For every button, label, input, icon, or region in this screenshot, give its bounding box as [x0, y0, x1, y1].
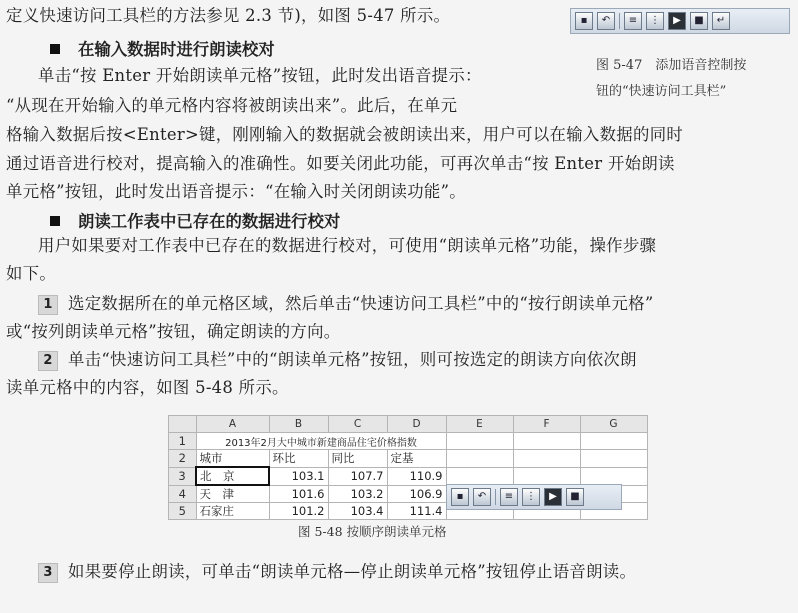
empty-cell	[580, 450, 647, 468]
empty-cell	[513, 433, 580, 450]
paragraph-line: 读单元格中的内容，如图 5-48 所示。	[6, 378, 289, 397]
paragraph-line: “从现在开始输入的单元格内容将被朗读出来”。此后，在单元	[6, 96, 458, 115]
section-heading: 朗读工作表中已存在的数据进行校对	[50, 208, 340, 232]
data-cell: 106.9	[387, 485, 446, 503]
read-columns-icon: ⋮	[646, 12, 664, 30]
column-header: B	[269, 416, 328, 433]
paragraph-line: 或“按列朗读单元格”按钮，确定朗读的方向。	[6, 322, 341, 341]
header-cell: 环比	[269, 450, 328, 468]
step-number-badge: 1	[38, 295, 58, 315]
figure-caption-548: 图 5-48 按顺序朗读单元格	[298, 524, 447, 539]
empty-cell	[580, 467, 647, 485]
paragraph-line: 定义快速访问工具栏的方法参见 2.3 节)，如图 5-47 所示。	[6, 6, 451, 25]
paragraph-line: 单击“按 Enter 开始朗读单元格”按钮，此时发出语音提示：	[38, 66, 482, 85]
toolbar-separator	[619, 13, 620, 29]
column-header: D	[387, 416, 446, 433]
read-rows-icon: ≡	[624, 12, 642, 30]
read-columns-icon: ⋮	[522, 488, 540, 506]
active-cell: 北 京	[196, 467, 269, 485]
step-text: 选定数据所在的单元格区域，然后单击“快速访问工具栏”中的“按行朗读单元格”	[68, 294, 654, 313]
quick-access-toolbar-fig547	[570, 8, 790, 34]
row-number: 1	[169, 433, 197, 450]
empty-cell	[513, 450, 580, 468]
empty-cell	[580, 433, 647, 450]
step-text: 如果要停止朗读，可单击“朗读单元格—停止朗读单元格”按钮停止语音朗读。	[68, 562, 637, 581]
speak-on-enter-icon: ↵	[712, 12, 730, 30]
data-cell: 101.2	[269, 503, 328, 520]
column-header: E	[446, 416, 513, 433]
row-number: 4	[169, 485, 197, 503]
data-cell: 石家庄	[196, 503, 269, 520]
paragraph-line: 如下。	[6, 264, 57, 283]
step-number-badge: 3	[38, 563, 58, 583]
data-cell: 110.9	[387, 467, 446, 485]
figure-caption-547-b: 钮的“快速访问工具栏”	[596, 84, 727, 99]
row-number: 5	[169, 503, 197, 520]
undo-icon: ↶	[473, 488, 491, 506]
column-header: F	[513, 416, 580, 433]
paragraph-line: 通过语音进行校对，提高输入的准确性。如要关闭此功能，可再次单击“按 Enter 开始朗读	[6, 154, 675, 173]
undo-icon: ↶	[597, 12, 615, 30]
step-3	[38, 562, 636, 583]
data-cell: 101.6	[269, 485, 328, 503]
step-2	[38, 350, 637, 371]
data-cell: 天 津	[196, 485, 269, 503]
stop-speaking-icon: ■	[566, 488, 584, 506]
save-icon: ▪	[451, 488, 469, 506]
header-cell: 同比	[328, 450, 387, 468]
toolbar-separator	[495, 489, 496, 505]
bullet-square-icon	[50, 44, 60, 54]
step-text: 单击“快速访问工具栏”中的“朗读单元格”按钮，则可按选定的朗读方向依次朗	[68, 350, 637, 369]
section-heading: 在输入数据时进行朗读校对	[50, 36, 275, 60]
data-cell: 103.2	[328, 485, 387, 503]
header-cell: 城市	[196, 450, 269, 468]
paragraph-line: 用户如果要对工作表中已存在的数据进行校对，可使用“朗读单元格”功能，操作步骤	[38, 236, 657, 255]
row-number: 2	[169, 450, 197, 468]
empty-cell	[446, 433, 513, 450]
corner-cell	[169, 416, 197, 433]
stop-speaking-icon: ■	[690, 12, 708, 30]
row-number: 3	[169, 467, 197, 485]
speak-cells-icon: ▶	[544, 488, 562, 506]
column-header: A	[196, 416, 269, 433]
step-number-badge: 2	[38, 351, 58, 371]
paragraph-line: 格输入数据后按<Enter>键，刚刚输入的数据就会被朗读出来，用户可以在输入数据的同时	[6, 125, 684, 144]
save-icon: ▪	[575, 12, 593, 30]
quick-access-toolbar-fig548	[446, 484, 622, 510]
empty-cell	[446, 450, 513, 468]
data-cell: 103.1	[269, 467, 328, 485]
empty-cell	[513, 467, 580, 485]
sheet-title-cell: 2013年2月大中城市新建商品住宅价格指数	[196, 433, 446, 450]
paragraph-line: 单元格”按钮，此时发出语音提示：“在输入时关闭朗读功能”。	[6, 182, 466, 201]
step-1	[38, 294, 654, 315]
column-header: C	[328, 416, 387, 433]
header-cell: 定基	[387, 450, 446, 468]
data-cell: 111.4	[387, 503, 446, 520]
data-cell: 103.4	[328, 503, 387, 520]
data-cell: 107.7	[328, 467, 387, 485]
empty-cell	[446, 467, 513, 485]
column-header: G	[580, 416, 647, 433]
read-rows-icon: ≡	[500, 488, 518, 506]
speak-cells-icon: ▶	[668, 12, 686, 30]
figure-caption-547-a: 图 5-47 添加语音控制按	[596, 58, 747, 73]
bullet-square-icon	[50, 216, 60, 226]
